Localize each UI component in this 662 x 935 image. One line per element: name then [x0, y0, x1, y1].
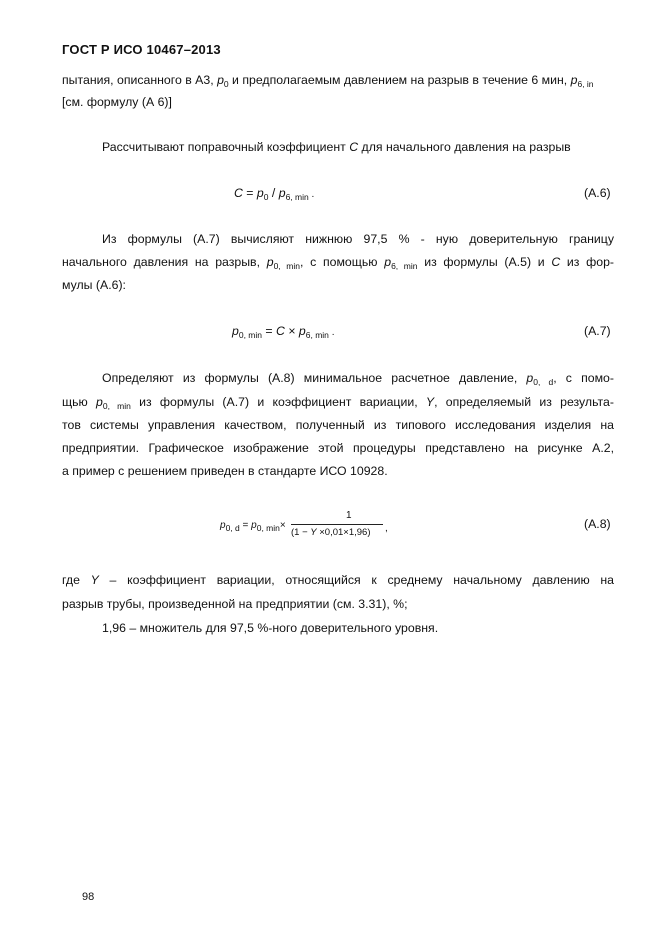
paragraph-3-line-2: начального давления на разрыв, $p_{0, min}$, с помощью $p_{6, min}$ из формулы (А.5) и C из фор- — [62, 255, 615, 271]
equation-a8-lhs: $p_{0, d} = p_{0, min}\times$ — [220, 520, 286, 533]
paragraph-2: Рассчитывают поправочный коэффициент C для начального давления на разрыв — [102, 140, 571, 154]
paragraph-4-line-1: Определяют из формулы (А.8) минимальное расчетное давление, $p_{0, d}$, с помо- — [102, 371, 614, 387]
equation-a7: $p_{0, min} = C \times p_{6, min}$ . — [232, 324, 335, 340]
equation-a8-numerator: 1 — [346, 510, 352, 521]
equation-a6-label: (А.6) — [584, 186, 611, 200]
paragraph-3-line-3: мулы (А.6): — [62, 278, 126, 292]
paragraph-1-line-1: пытания, описанного в А3, $p_0$ и предполагаемым давлением на разрыв в течение 6 мин, $p_{6, in}$ — [62, 73, 594, 89]
paragraph-4-line-2: щью $p_{0, min}$ из формулы (А.7) и коэффициент вариации, Y, определяемый из результа- — [62, 395, 614, 411]
equation-a8-fraction-bar — [291, 524, 383, 525]
equation-a8-label: (А.8) — [584, 517, 611, 531]
equation-a6: $C = p_0 / p_{6, min}$ . — [234, 186, 315, 202]
paragraph-4-line-5: а пример с решением приведен в стандарте ИСО 10928. — [62, 464, 388, 478]
equation-a7-label: (А.7) — [584, 324, 611, 338]
equation-a8-comma: , — [385, 523, 388, 534]
paragraph-1-line-2: [см. формулу (А 6)] — [62, 95, 172, 109]
page-number: 98 — [82, 891, 95, 903]
where-clause-line-1: где Y – коэффициент вариации, относящийся к среднему начальному давлению на — [62, 573, 614, 587]
equation-a8-denominator: (1 − Y ×0,01×1,96) — [291, 527, 371, 538]
where-clause-line-2: разрыв трубы, произведенной на предприятии (см. 3.31), %; — [62, 597, 408, 611]
paragraph-4-line-3: тов системы управления качеством, полученный из типового исследования изделия на — [62, 418, 614, 432]
document-header: ГОСТ Р ИСО 10467–2013 — [62, 42, 221, 57]
where-clause-line-3: 1,96 – множитель для 97,5 %-ного доверительного уровня. — [102, 621, 439, 635]
paragraph-3-line-1: Из формулы (А.7) вычисляют нижнюю 97,5 % - ную доверительную границу — [102, 232, 614, 246]
paragraph-4-line-4: предприятии. Графическое изображение этой процедуры представлено на рисунке А.2, — [62, 441, 614, 455]
